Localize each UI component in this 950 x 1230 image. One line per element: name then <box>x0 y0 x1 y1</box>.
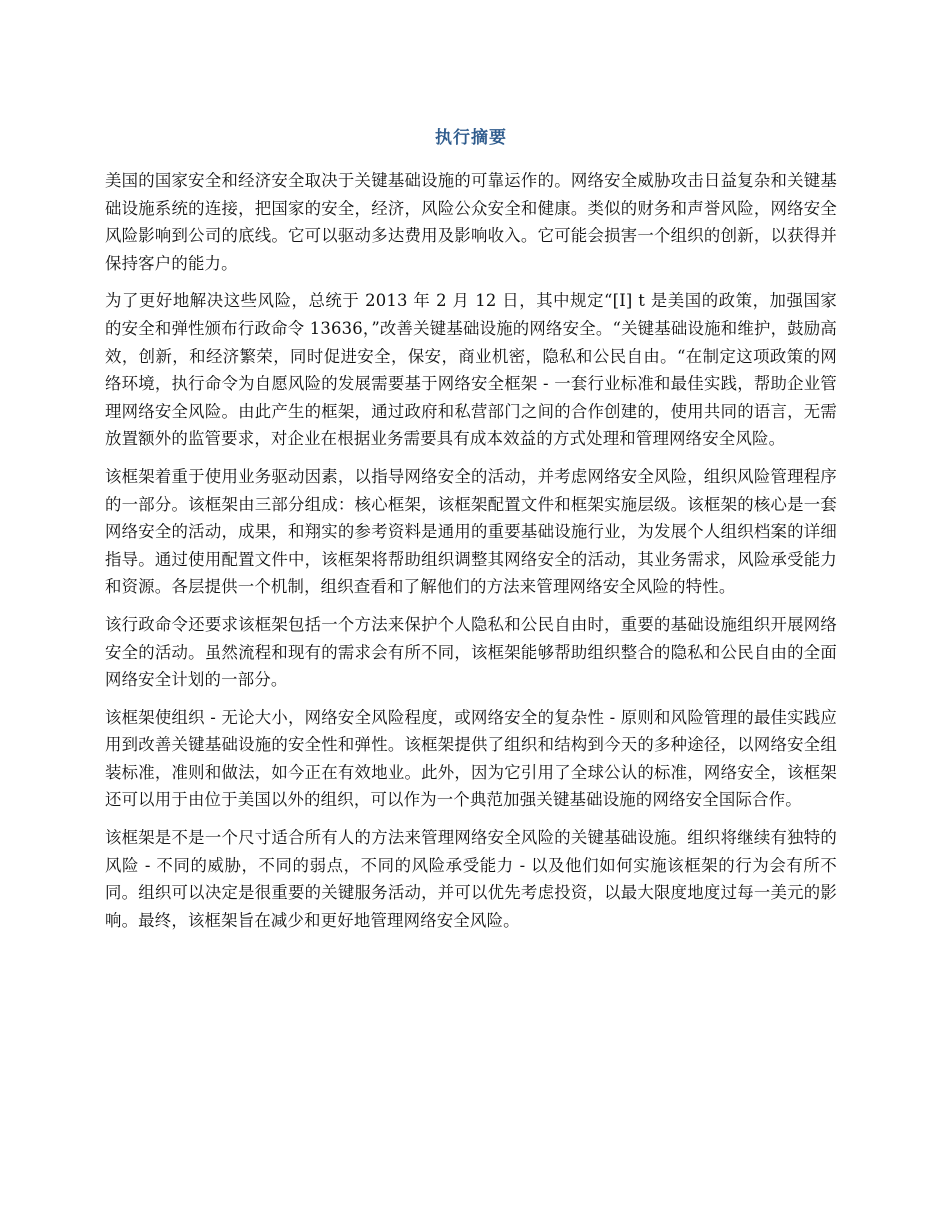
paragraph-2: 为了更好地解决这些风险，总统于 2013 年 2 月 12 日，其中规定“[I] t 是美国的政策，加强国家的安全和弹性颁布行政命令 13636，”改善关键基础设施的网络安全。“关键基础设施和维护，鼓励高效，创新，和经济繁荣，同时促进安全，保安，商业机密，隐私和公民自由。“在制定这项政策的网络环境，执行命令为自愿风险的发展需要基于网络安全框架 - 一套行业标准和最佳实践，帮助企业管理网络安全风险。由此产生的框架，通过政府和私营部门之间的合作创建的，使用共同的语言，无需放置额外的监管要求，对企业在根据业务需要具有成本效益的方式处理和管理网络安全风险。 <box>105 291 837 449</box>
paragraph-5: 该框架使组织 - 无论大小，网络安全风险程度，或网络安全的复杂性 - 原则和风险管理的最佳实践应用到改善关键基础设施的安全性和弹性。该框架提供了组织和结构到今天的多种途径，以网络安全组装标准，准则和做法，如今正在有效地业。此外，因为它引用了全球公认的标准，网络安全，该框架还可以用于由位于美国以外的组织，可以作为一个典范加强关键基础设施的网络安全国际合作。 <box>105 707 837 810</box>
paragraph-1: 美国的国家安全和经济安全取决于关键基础设施的可靠运作的。网络安全威胁攻击日益复杂和关键基础设施系统的连接，把国家的安全，经济，风险公众安全和健康。类似的财务和声誉风险，网络安全风险影响到公司的底线。它可以驱动多达费用及影响收入。它可能会损害一个组织的创新，以获得并保持客户的能力。 <box>105 171 837 273</box>
paragraph-6: 该框架是不是一个尺寸适合所有人的方法来管理网络安全风险的关键基础设施。组织将继续有独特的风险 - 不同的威胁，不同的弱点，不同的风险承受能力 - 以及他们如何实施该框架的行为会有所不同。组织可以决定是很重要的关键服务活动，并可以优先考虑投资，以最大限度地度过每一美元的影响。最终，该框架旨在减少和更好地管理网络安全风险。 <box>105 828 837 930</box>
document-page <box>105 122 837 944</box>
paragraph-4: 该行政命令还要求该框架包括一个方法来保护个人隐私和公民自由时，重要的基础设施组织开展网络安全的活动。虽然流程和现有的需求会有所不同，该框架能够帮助组织整合的隐私和公民自由的全面网络安全计划的一部分。 <box>105 614 837 690</box>
paragraph-3: 该框架着重于使用业务驱动因素，以指导网络安全的活动，并考虑网络安全风险，组织风险管理程序的一部分。该框架由三部分组成：核心框架，该框架配置文件和框架实施层级。该框架的核心是一套网络安全的活动，成果，和翔实的参考资料是通用的重要基础设施行业，为发展个人组织档案的详细指导。通过使用配置文件中，该框架将帮助组织调整其网络安全的活动，其业务需求，风险承受能力和资源。各层提供一个机制，组织查看和了解他们的方法来管理网络安全风险的特性。 <box>105 466 837 597</box>
document-title: 执行摘要 <box>435 128 507 148</box>
